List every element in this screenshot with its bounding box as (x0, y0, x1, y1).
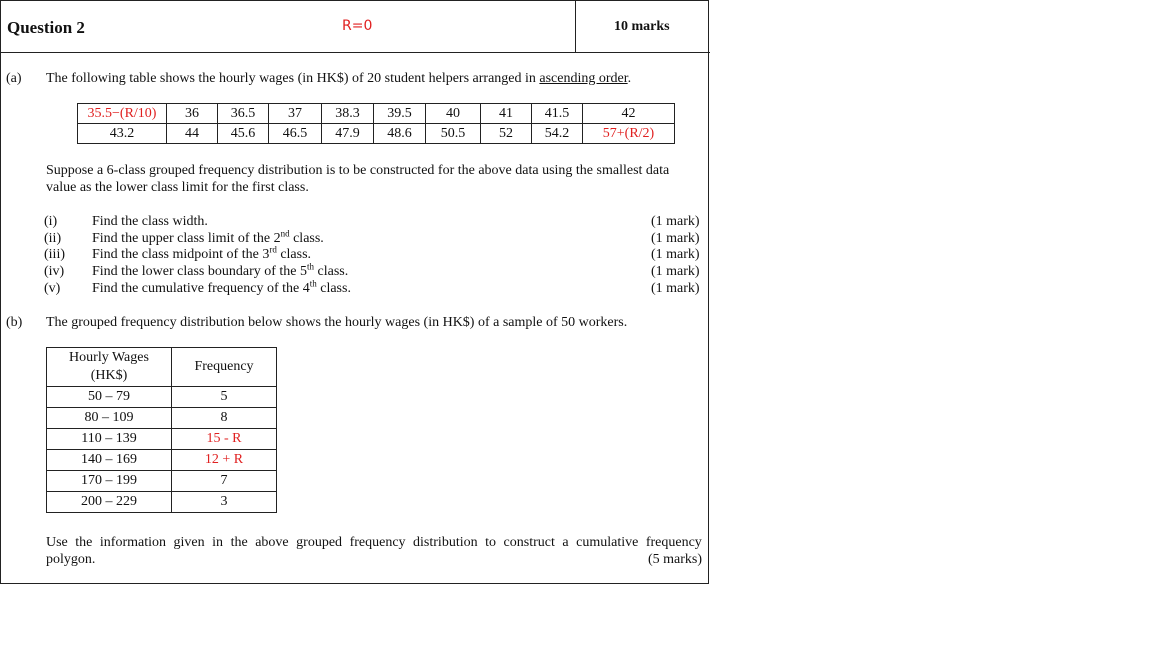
frequency-table (46, 347, 277, 513)
sub-question-text (92, 246, 311, 263)
part-a-intro (46, 70, 631, 87)
sub-question-text-main: Find the lower class boundary of the 5 (92, 264, 308, 279)
table-row (47, 450, 277, 471)
closing-word: grouped (296, 535, 343, 550)
wage-cell: 40 (426, 104, 481, 124)
wage-cell: 36.5 (218, 104, 269, 124)
sub-question-text-end: class. (289, 231, 324, 246)
wage-cell: 41 (481, 104, 532, 124)
sub-question-number: (v) (44, 281, 61, 296)
closing-word: frequency (349, 535, 406, 550)
sub-question-mark: (1 mark) (651, 264, 700, 279)
sub-question-number: (iv) (44, 264, 65, 279)
closing-word: the (75, 535, 93, 550)
marks-cell (575, 1, 710, 53)
closing-word: information (99, 535, 167, 550)
sub-question-text-main: Find the upper class limit of the 2 (92, 231, 281, 246)
question-title: Question 2 (7, 18, 85, 37)
wage-cell: 47.9 (322, 124, 374, 144)
wage-cell: 39.5 (374, 104, 426, 124)
part-a-label: (a) (6, 71, 22, 86)
wage-range: 80 – 109 (47, 408, 172, 429)
part-a-intro-end: . (627, 71, 632, 86)
wage-cell: 44 (167, 124, 218, 144)
wage-cell: 50.5 (426, 124, 481, 144)
frequency-value: 7 (172, 471, 277, 492)
closing-word: construct (503, 535, 555, 550)
part-b-intro: The grouped frequency distribution below shows the hourly wages (in HK$) of a sample of 50 workers. (46, 315, 628, 330)
hourly-wages-header-line2: (HK$) (90, 368, 128, 383)
closing-word: above (255, 535, 289, 550)
frequency-value: 12 + R (172, 450, 277, 471)
wages-row-2 (78, 124, 675, 144)
wages-table (77, 103, 675, 144)
wage-range: 50 – 79 (47, 387, 172, 408)
table-row (47, 429, 277, 450)
wage-cell: 54.2 (532, 124, 583, 144)
wage-cell: 46.5 (269, 124, 322, 144)
wage-cell: 48.6 (374, 124, 426, 144)
sub-question-text-end: class. (314, 264, 349, 279)
closing-word: the (230, 535, 248, 550)
ascending-order-text: ascending order (539, 71, 628, 86)
sub-question-number: (ii) (44, 231, 62, 246)
closing-word: Use (46, 535, 68, 550)
sub-question-text (92, 280, 351, 297)
part-a-intro-text: The following table shows the hourly wages (in HK$) of 20 student helpers arranged in (46, 71, 540, 86)
sub-question-text-main: Find the class width. (92, 214, 208, 229)
frequency-table-header (47, 348, 277, 387)
paragraph-line-1: Suppose a 6-class grouped frequency distribution is to be constructed for the above data using the smallest data (46, 163, 670, 178)
wage-cell: 42 (583, 104, 675, 124)
wage-cell: 37 (269, 104, 322, 124)
paragraph-line-2: value as the lower class limit for the first class. (46, 180, 309, 195)
total-marks: 10 marks (614, 19, 670, 34)
closing-word: given (173, 535, 205, 550)
ordinal-suffix: th (307, 261, 315, 272)
table-row (47, 471, 277, 492)
wage-range: 140 – 169 (47, 450, 172, 471)
frequency-value: 3 (172, 492, 277, 513)
closing-word: frequency (645, 535, 702, 550)
sub-question-number: (i) (44, 214, 58, 229)
sub-question-text-end: class. (276, 247, 312, 262)
part-b-label: (b) (6, 315, 23, 330)
table-row (47, 492, 277, 513)
wage-cell: 38.3 (322, 104, 374, 124)
closing-instruction-line-2 (46, 551, 702, 568)
hourly-wages-header-line1: Hourly Wages (69, 350, 149, 365)
wage-cell: 36 (167, 104, 218, 124)
closing-last-word: polygon. (46, 552, 96, 567)
sub-question-mark: (1 mark) (651, 214, 700, 229)
question-header (1, 1, 710, 53)
closing-word: a (562, 535, 569, 550)
closing-word: to (485, 535, 497, 550)
closing-word: distribution (413, 535, 478, 550)
wage-cell: 35.5−(R/10) (78, 104, 167, 124)
frequency-value: 5 (172, 387, 277, 408)
hourly-wages-header (47, 348, 172, 387)
wage-cell: 57+(R/2) (583, 124, 675, 144)
sub-question-mark: (1 mark) (651, 281, 700, 296)
wage-cell: 41.5 (532, 104, 583, 124)
ordinal-suffix: nd (280, 228, 290, 239)
sub-question-text (92, 230, 324, 247)
wage-cell: 43.2 (78, 124, 167, 144)
closing-word: cumulative (576, 535, 639, 550)
table-row (47, 408, 277, 429)
sub-question-mark: (1 mark) (651, 231, 700, 246)
sub-question-number: (iii) (44, 247, 65, 262)
wages-row-1 (78, 104, 675, 124)
sub-question-text-end: class. (316, 281, 351, 296)
frequency-value: 15 - R (172, 429, 277, 450)
wage-range: 110 – 139 (47, 429, 172, 450)
ordinal-suffix: th (309, 278, 317, 289)
wage-cell: 52 (481, 124, 532, 144)
sub-question-text (92, 213, 208, 230)
closing-word: in (212, 535, 224, 550)
wage-range: 170 – 199 (47, 471, 172, 492)
frequency-header: Frequency (172, 348, 277, 387)
wage-range: 200 – 229 (47, 492, 172, 513)
frequency-value: 8 (172, 408, 277, 429)
closing-instruction-line-1 (46, 534, 702, 551)
ordinal-suffix: rd (269, 244, 277, 255)
sub-question-text-main: Find the class midpoint of the 3 (92, 247, 270, 262)
sub-question-text-main: Find the cumulative frequency of the 4 (92, 281, 310, 296)
wage-cell: 45.6 (218, 124, 269, 144)
r-value-note: R=0 (342, 18, 373, 34)
sub-question-mark: (1 mark) (651, 247, 700, 262)
closing-marks: (5 marks) (647, 552, 702, 567)
table-row (47, 387, 277, 408)
